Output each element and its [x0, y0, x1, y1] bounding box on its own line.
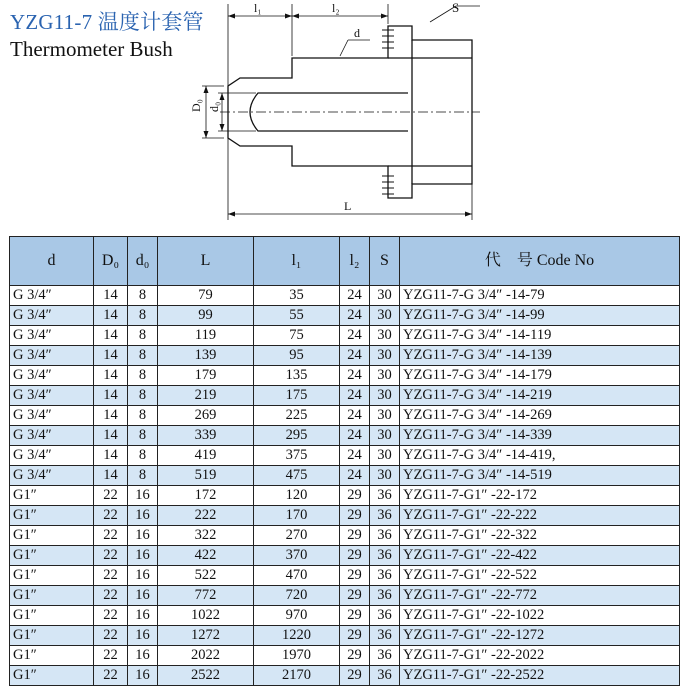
cell-d: G 3/4″: [10, 406, 94, 426]
cell-code: YZG11-7-G 3/4″ -14-219: [400, 386, 680, 406]
cell-l: 2522: [158, 666, 254, 686]
cell-code: YZG11-7-G 3/4″ -14-269: [400, 406, 680, 426]
cell-s: 30: [370, 306, 400, 326]
page-title: YZG11-7 温度计套管: [10, 10, 204, 34]
cell-d0: 14: [94, 306, 128, 326]
cell-d0: 8: [128, 346, 158, 366]
cell-d0: 14: [94, 466, 128, 486]
label-d0-inner: d₀: [207, 101, 221, 112]
cell-code: YZG11-7-G1″ -22-522: [400, 566, 680, 586]
cell-l2: 24: [340, 446, 370, 466]
cell-d0: 8: [128, 366, 158, 386]
cell-d0: 8: [128, 286, 158, 306]
cell-l2: 24: [340, 346, 370, 366]
cell-l1: 170: [254, 506, 340, 526]
cell-s: 30: [370, 366, 400, 386]
header-l1: l₁: [254, 237, 340, 286]
table-row: [10, 326, 680, 346]
cell-d0: 8: [128, 446, 158, 466]
cell-d: G 3/4″: [10, 326, 94, 346]
cell-d0: 16: [128, 546, 158, 566]
cell-l2: 24: [340, 306, 370, 326]
table-row: [10, 586, 680, 606]
cell-code: YZG11-7-G1″ -22-772: [400, 586, 680, 606]
cell-d0: 8: [128, 326, 158, 346]
cell-s: 36: [370, 606, 400, 626]
cell-l: 519: [158, 466, 254, 486]
cell-l2: 24: [340, 326, 370, 346]
cell-l1: 370: [254, 546, 340, 566]
cell-d0: 8: [128, 386, 158, 406]
header-code: 代 号 Code No: [400, 237, 680, 286]
cell-l: 172: [158, 486, 254, 506]
cell-l: 2022: [158, 646, 254, 666]
cell-d0: 22: [94, 506, 128, 526]
cell-s: 30: [370, 286, 400, 306]
cell-code: YZG11-7-G 3/4″ -14-139: [400, 346, 680, 366]
table-row: [10, 466, 680, 486]
cell-code: YZG11-7-G1″ -22-2022: [400, 646, 680, 666]
cell-l1: 720: [254, 586, 340, 606]
cell-d0: 14: [94, 406, 128, 426]
cell-s: 36: [370, 566, 400, 586]
cell-l2: 24: [340, 386, 370, 406]
cell-d: G1″: [10, 626, 94, 646]
cell-d: G 3/4″: [10, 386, 94, 406]
cell-s: 36: [370, 646, 400, 666]
cell-code: YZG11-7-G 3/4″ -14-99: [400, 306, 680, 326]
label-d: d: [354, 26, 360, 40]
cell-l: 1272: [158, 626, 254, 646]
cell-d0: 22: [94, 666, 128, 686]
cell-d0: 16: [128, 646, 158, 666]
table-row: [10, 526, 680, 546]
cell-d0: 22: [94, 586, 128, 606]
table-row: [10, 386, 680, 406]
cell-d0: 16: [128, 506, 158, 526]
cell-d: G1″: [10, 606, 94, 626]
cell-l2: 24: [340, 286, 370, 306]
cell-d: G 3/4″: [10, 426, 94, 446]
header-L: L: [158, 237, 254, 286]
cell-l: 322: [158, 526, 254, 546]
cell-l: 269: [158, 406, 254, 426]
cell-code: YZG11-7-G1″ -22-322: [400, 526, 680, 546]
table-row: [10, 566, 680, 586]
cell-d0: 8: [128, 426, 158, 446]
cell-d0: 8: [128, 306, 158, 326]
label-length: L: [344, 199, 352, 213]
cell-l1: 270: [254, 526, 340, 546]
table-row: [10, 366, 680, 386]
table-row: [10, 506, 680, 526]
cell-d: G 3/4″: [10, 286, 94, 306]
cell-d0: 16: [128, 486, 158, 506]
cell-s: 30: [370, 446, 400, 466]
cell-d0: 14: [94, 386, 128, 406]
cell-d0: 22: [94, 486, 128, 506]
cell-l2: 29: [340, 486, 370, 506]
cell-l2: 29: [340, 566, 370, 586]
cell-d: G 3/4″: [10, 306, 94, 326]
label-l2: l₂: [332, 1, 340, 15]
cell-l1: 375: [254, 446, 340, 466]
table-row: [10, 646, 680, 666]
cell-s: 30: [370, 406, 400, 426]
cell-l1: 970: [254, 606, 340, 626]
table-row: [10, 346, 680, 366]
cell-d0: 16: [128, 566, 158, 586]
cell-d: G 3/4″: [10, 446, 94, 466]
cell-d: G 3/4″: [10, 366, 94, 386]
cell-l: 139: [158, 346, 254, 366]
table-row: [10, 486, 680, 506]
page-subtitle: Thermometer Bush: [10, 37, 173, 61]
cell-l1: 35: [254, 286, 340, 306]
cell-s: 36: [370, 666, 400, 686]
cell-d0: 22: [94, 646, 128, 666]
cell-l: 222: [158, 506, 254, 526]
cell-d0: 22: [94, 546, 128, 566]
cell-d0: 14: [94, 346, 128, 366]
cell-d0: 16: [128, 626, 158, 646]
header-D0: D₀: [94, 237, 128, 286]
cell-d0: 22: [94, 626, 128, 646]
cell-l: 419: [158, 446, 254, 466]
cell-code: YZG11-7-G 3/4″ -14-419,: [400, 446, 680, 466]
table-row: [10, 306, 680, 326]
cell-d: G1″: [10, 506, 94, 526]
spec-table: [9, 236, 680, 686]
cell-l2: 29: [340, 646, 370, 666]
thermometer-bush-drawing: [180, 0, 510, 228]
table-row: [10, 426, 680, 446]
cell-d: G1″: [10, 586, 94, 606]
cell-code: YZG11-7-G1″ -22-1022: [400, 606, 680, 626]
table-row: [10, 626, 680, 646]
cell-d0: 14: [94, 286, 128, 306]
cell-d: G 3/4″: [10, 466, 94, 486]
cell-d0: 14: [94, 426, 128, 446]
cell-d: G1″: [10, 666, 94, 686]
cell-s: 36: [370, 626, 400, 646]
header-d: d: [10, 237, 94, 286]
header-S: S: [370, 237, 400, 286]
cell-code: YZG11-7-G 3/4″ -14-179: [400, 366, 680, 386]
cell-l: 772: [158, 586, 254, 606]
label-l1: l₁: [254, 1, 262, 15]
cell-d0: 16: [128, 606, 158, 626]
cell-l2: 24: [340, 426, 370, 446]
cell-s: 30: [370, 326, 400, 346]
cell-code: YZG11-7-G1″ -22-1272: [400, 626, 680, 646]
cell-l2: 24: [340, 406, 370, 426]
cell-s: 36: [370, 486, 400, 506]
cell-l1: 1220: [254, 626, 340, 646]
cell-code: YZG11-7-G1″ -22-422: [400, 546, 680, 566]
cell-d0: 14: [94, 326, 128, 346]
cell-d0: 14: [94, 446, 128, 466]
cell-l2: 29: [340, 666, 370, 686]
cell-l2: 24: [340, 366, 370, 386]
table-row: [10, 446, 680, 466]
cell-code: YZG11-7-G 3/4″ -14-119: [400, 326, 680, 346]
cell-s: 36: [370, 546, 400, 566]
cell-code: YZG11-7-G 3/4″ -14-519: [400, 466, 680, 486]
cell-d0: 14: [94, 366, 128, 386]
cell-l1: 135: [254, 366, 340, 386]
table-row: [10, 286, 680, 306]
cell-l: 99: [158, 306, 254, 326]
cell-s: 36: [370, 506, 400, 526]
cell-l2: 29: [340, 526, 370, 546]
cell-s: 36: [370, 526, 400, 546]
cell-l: 1022: [158, 606, 254, 626]
cell-d0: 8: [128, 406, 158, 426]
cell-l1: 470: [254, 566, 340, 586]
header-l2: l₂: [340, 237, 370, 286]
cell-d: G1″: [10, 646, 94, 666]
cell-l1: 175: [254, 386, 340, 406]
cell-l: 79: [158, 286, 254, 306]
cell-d: G1″: [10, 526, 94, 546]
cell-code: YZG11-7-G 3/4″ -14-79: [400, 286, 680, 306]
cell-s: 30: [370, 466, 400, 486]
cell-d0: 22: [94, 606, 128, 626]
cell-d0: 16: [128, 666, 158, 686]
cell-d0: 22: [94, 566, 128, 586]
cell-l1: 225: [254, 406, 340, 426]
cell-l2: 29: [340, 546, 370, 566]
cell-l2: 29: [340, 626, 370, 646]
label-d0-outer: D₀: [189, 99, 203, 112]
cell-l1: 55: [254, 306, 340, 326]
cell-s: 30: [370, 346, 400, 366]
cell-l2: 29: [340, 506, 370, 526]
cell-d0: 8: [128, 466, 158, 486]
cell-l2: 29: [340, 606, 370, 626]
cell-l2: 24: [340, 466, 370, 486]
cell-s: 30: [370, 386, 400, 406]
header-d0: d₀: [128, 237, 158, 286]
table-row: [10, 546, 680, 566]
table-header-row: [10, 237, 680, 286]
cell-s: 30: [370, 426, 400, 446]
label-s: S: [452, 0, 460, 15]
cell-l1: 295: [254, 426, 340, 446]
table-row: [10, 666, 680, 686]
table-row: [10, 406, 680, 426]
cell-l1: 1970: [254, 646, 340, 666]
cell-code: YZG11-7-G1″ -22-222: [400, 506, 680, 526]
cell-d: G 3/4″: [10, 346, 94, 366]
cell-d0: 22: [94, 526, 128, 546]
cell-code: YZG11-7-G1″ -22-172: [400, 486, 680, 506]
cell-d0: 16: [128, 526, 158, 546]
cell-s: 36: [370, 586, 400, 606]
cell-l2: 29: [340, 586, 370, 606]
cell-l: 179: [158, 366, 254, 386]
cell-l1: 95: [254, 346, 340, 366]
cell-code: YZG11-7-G 3/4″ -14-339: [400, 426, 680, 446]
cell-l1: 475: [254, 466, 340, 486]
cell-l: 339: [158, 426, 254, 446]
cell-d: G1″: [10, 546, 94, 566]
cell-d: G1″: [10, 566, 94, 586]
cell-l1: 120: [254, 486, 340, 506]
table-row: [10, 606, 680, 626]
cell-l1: 75: [254, 326, 340, 346]
cell-l: 219: [158, 386, 254, 406]
cell-l: 422: [158, 546, 254, 566]
cell-l: 119: [158, 326, 254, 346]
cell-d0: 16: [128, 586, 158, 606]
cell-l: 522: [158, 566, 254, 586]
cell-d: G1″: [10, 486, 94, 506]
cell-code: YZG11-7-G1″ -22-2522: [400, 666, 680, 686]
cell-l1: 2170: [254, 666, 340, 686]
